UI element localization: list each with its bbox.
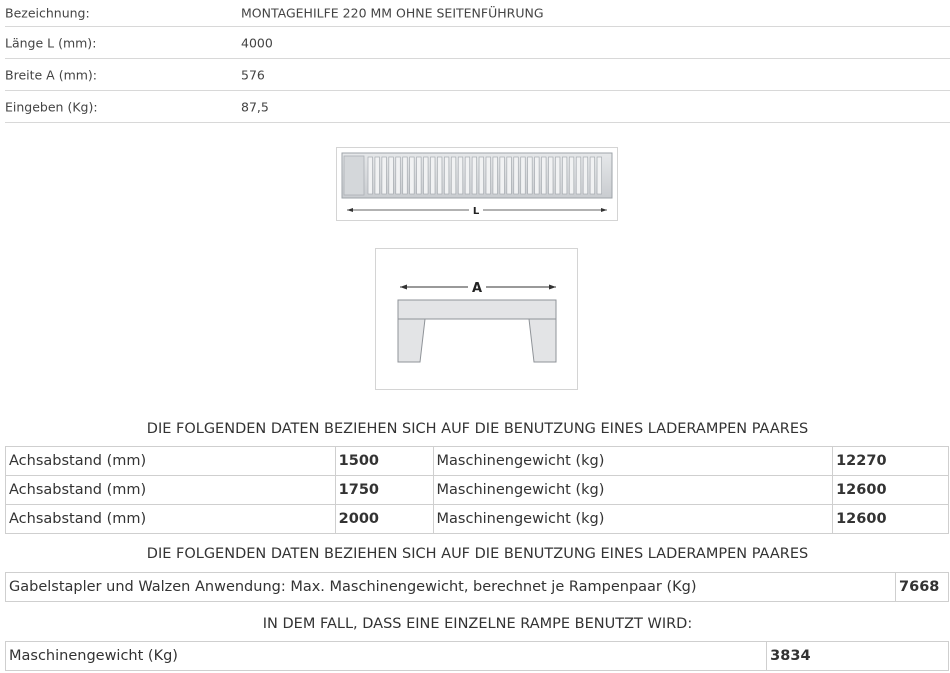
spec-table: [5, 0, 950, 123]
ramp-slat: [396, 157, 401, 194]
ramp-slat: [576, 157, 581, 194]
table-cell-value: 7668: [896, 573, 949, 602]
table-cell-label: Maschinengewicht (kg): [433, 447, 833, 476]
spec-label: Länge L (mm):: [5, 35, 97, 50]
table-cell-value: 12600: [833, 476, 949, 505]
ramp-slat: [535, 157, 540, 194]
ramp-slat: [382, 157, 387, 194]
ramp-slat: [542, 157, 547, 194]
table-cell-label: Achsabstand (mm): [6, 505, 336, 534]
ramp-slat: [548, 157, 553, 194]
forklift-table: [5, 572, 949, 602]
table-row: [6, 642, 949, 671]
ramp-cross-section-figure: [375, 248, 578, 390]
ramp-slat: [479, 157, 484, 194]
ramp-slat: [528, 157, 533, 194]
spec-value: 576: [241, 67, 265, 82]
spec-value: 87,5: [241, 99, 269, 114]
spec-row: [5, 59, 950, 91]
ramp-slat: [430, 157, 435, 194]
spec-label: Bezeichnung:: [5, 5, 90, 21]
ramp-slat: [562, 157, 567, 194]
ramp-slat: [500, 157, 505, 194]
ramp-slat: [583, 157, 588, 194]
ramp-cross-section-drawing: [376, 249, 577, 389]
ramp-slat: [465, 157, 470, 194]
table-cell-value: 2000: [335, 505, 433, 534]
table-row: [6, 505, 949, 534]
ramp-slat: [375, 157, 380, 194]
table-cell-label: Maschinengewicht (kg): [433, 476, 833, 505]
section-heading: DIE FOLGENDEN DATEN BEZIEHEN SICH AUF DIE BENUTZUNG EINES LADERAMPEN PAARES: [146, 421, 809, 437]
ramp-slat: [486, 157, 491, 194]
length-label: L: [472, 206, 480, 217]
table-cell-label: Maschinengewicht (Kg): [6, 642, 767, 671]
table-row: [6, 447, 949, 476]
ramp-slat: [472, 157, 477, 194]
ramp-slat: [569, 157, 574, 194]
table-cell-value: 12600: [833, 505, 949, 534]
ramp-top-view-drawing: [337, 148, 617, 220]
table-cell-label: Maschinengewicht (kg): [433, 505, 833, 534]
ramp-slat: [507, 157, 512, 194]
ramp-slat: [521, 157, 526, 194]
ramp-slat: [424, 157, 429, 194]
ramp-slat: [437, 157, 442, 194]
spec-value: MONTAGEHILFE 220 MM OHNE SEITENFÜHRUNG: [241, 5, 544, 21]
ramp-slat: [368, 157, 373, 194]
ramp-top-view-figure: [336, 147, 618, 221]
section-heading: IN DEM FALL, DASS EINE EINZELNE RAMPE BENUTZT WIRD:: [262, 616, 693, 632]
table-cell-label: Achsabstand (mm): [6, 476, 336, 505]
ramp-slat: [458, 157, 463, 194]
ramp-slat: [410, 157, 415, 194]
table-row: [6, 573, 949, 602]
ramp-slat: [403, 157, 408, 194]
spec-row: [5, 0, 950, 27]
table-cell-value: 1750: [335, 476, 433, 505]
axle-distance-table: [5, 446, 949, 534]
ramp-slat: [389, 157, 394, 194]
spec-value: 4000: [241, 35, 273, 50]
ramp-slat: [555, 157, 560, 194]
spec-row: [5, 27, 950, 59]
spec-label: Breite A (mm):: [5, 67, 98, 82]
section-heading: DIE FOLGENDEN DATEN BEZIEHEN SICH AUF DIE BENUTZUNG EINES LADERAMPEN PAARES: [146, 546, 809, 562]
width-label: A: [471, 281, 483, 296]
ramp-slat: [444, 157, 449, 194]
table-row: [6, 476, 949, 505]
spec-label: Eingeben (Kg):: [5, 99, 98, 114]
ramp-slat: [597, 157, 602, 194]
ramp-slat: [514, 157, 519, 194]
ramp-slat: [417, 157, 422, 194]
table-cell-label: Achsabstand (mm): [6, 447, 336, 476]
table-cell-value: 12270: [833, 447, 949, 476]
ramp-slat: [451, 157, 456, 194]
spec-row: [5, 91, 950, 123]
table-cell-value: 3834: [767, 642, 949, 671]
table-cell-value: 1500: [335, 447, 433, 476]
single-ramp-table: [5, 641, 949, 671]
table-cell-label: Gabelstapler und Walzen Anwendung: Max. Maschinengewicht, berechnet je Rampenpaar (Kg): [6, 573, 896, 602]
ramp-slat: [493, 157, 498, 194]
ramp-slat: [590, 157, 595, 194]
